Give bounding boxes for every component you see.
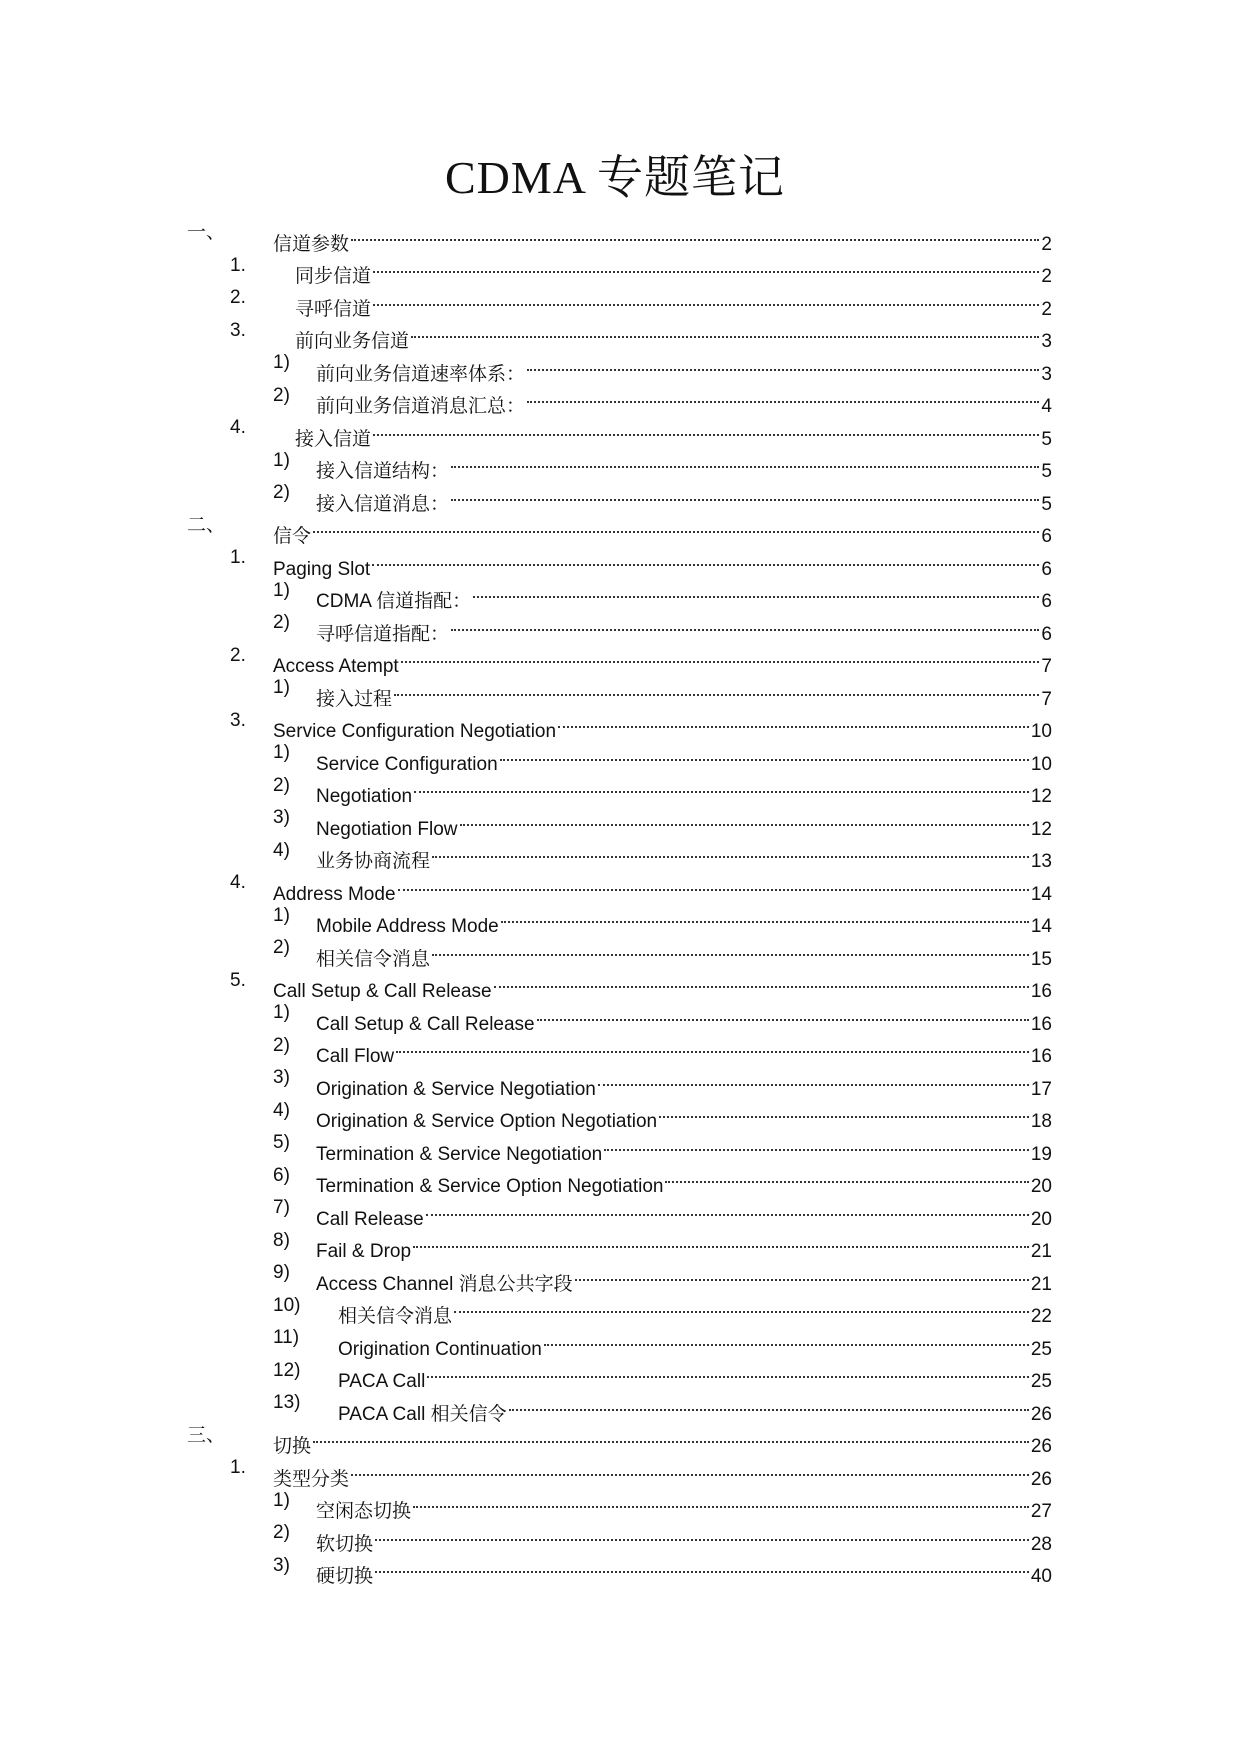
toc-entry-number: 13) — [273, 1392, 301, 1413]
toc-entry-body — [316, 770, 1052, 807]
toc-entry-page-number: 15 — [1030, 948, 1052, 970]
toc-dot-leader — [413, 1485, 1029, 1518]
toc-entry-body — [316, 1192, 1052, 1230]
toc-entry[interactable] — [0, 802, 1241, 840]
toc-entry-number: 8) — [273, 1229, 290, 1251]
toc-entry-title: 前向业务信道 — [295, 331, 410, 352]
toc-entry-title: PACA Call — [338, 1371, 426, 1392]
toc-entry[interactable] — [0, 1517, 1241, 1555]
toc-entry-title: CDMA 信道指配： — [316, 591, 472, 612]
toc-entry-number: 2) — [273, 1522, 290, 1543]
toc-dot-leader — [313, 510, 1039, 543]
toc-entry-title: 接入信道消息： — [316, 493, 450, 515]
toc-entry-number: 4. — [230, 872, 246, 893]
toc-entry[interactable] — [0, 477, 1241, 515]
toc-entry-page-number: 3 — [1041, 363, 1052, 385]
toc-entry[interactable] — [0, 510, 1241, 547]
toc-entry-page-number: 40 — [1030, 1566, 1052, 1587]
toc-entry-number: 7) — [273, 1197, 290, 1218]
toc-dot-leader — [500, 737, 1029, 770]
toc-entry-title: Termination & Service Negotiation — [316, 1143, 603, 1165]
toc-entry-title: 同步信道 — [295, 266, 372, 287]
toc-entry-page-number: 17 — [1030, 1078, 1052, 1100]
toc-entry-title: Address Mode — [273, 883, 396, 905]
toc-entry-number: 2. — [230, 644, 246, 666]
toc-entry-body — [338, 1387, 1052, 1425]
toc-entry-page-number: 13 — [1030, 851, 1052, 872]
toc-dot-leader — [427, 1355, 1029, 1388]
toc-entry-page-number: 3 — [1041, 331, 1052, 352]
toc-entry-number: 2) — [273, 612, 290, 633]
toc-entry[interactable] — [0, 250, 1241, 287]
toc-entry-title: Mobile Address Mode — [316, 916, 499, 937]
toc-entry-body — [273, 705, 1052, 742]
toc-entry-title: 类型分类 — [273, 1468, 350, 1490]
toc-entry-body — [273, 867, 1052, 905]
toc-entry-body — [316, 1517, 1052, 1555]
toc-entry-body — [316, 672, 1052, 710]
toc-entry-number: 1) — [273, 352, 290, 373]
toc-dot-leader — [665, 1160, 1028, 1193]
toc-entry-body — [316, 1160, 1052, 1197]
toc-entry[interactable] — [0, 1127, 1241, 1165]
toc-entry-body — [295, 250, 1052, 287]
toc-entry-title: Paging Slot — [273, 558, 371, 580]
toc-entry-title: Origination & Service Negotiation — [316, 1078, 596, 1100]
toc-entry-number: 1) — [273, 742, 290, 763]
toc-entry-body — [338, 1355, 1052, 1392]
toc-entry-body — [316, 445, 1052, 482]
toc-entry-body — [316, 1030, 1052, 1067]
toc-entry-number: 4) — [273, 1099, 290, 1121]
toc-entry-body — [316, 1257, 1052, 1295]
toc-entry[interactable] — [0, 1485, 1241, 1522]
toc-entry-page-number: 27 — [1030, 1501, 1052, 1522]
toc-entry-body — [316, 1485, 1052, 1522]
toc-entry-number: 1) — [273, 449, 290, 471]
toc-entry-body — [273, 542, 1052, 580]
toc-entry-title: Call Release — [316, 1208, 424, 1230]
toc-entry[interactable] — [0, 932, 1241, 970]
toc-entry-title: 接入信道 — [295, 428, 372, 450]
toc-entry-title: 空闲态切换 — [316, 1501, 412, 1522]
toc-entry-title: 信道参数 — [273, 233, 350, 255]
toc-entry-page-number: 6 — [1041, 526, 1052, 547]
toc-entry-body — [273, 1452, 1052, 1490]
toc-entry-page-number: 6 — [1041, 558, 1052, 580]
toc-entry-title: Negotiation Flow — [316, 818, 458, 840]
toc-dot-leader — [398, 867, 1029, 900]
toc-dot-leader — [373, 282, 1039, 315]
toc-entry-title: Negotiation — [316, 786, 413, 807]
toc-entry-page-number: 5 — [1041, 461, 1052, 482]
toc-entry-number: 3) — [273, 807, 290, 828]
toc-entry[interactable] — [0, 607, 1241, 645]
toc-entry-body — [316, 1095, 1052, 1132]
toc-entry[interactable] — [0, 1387, 1241, 1425]
toc-entry-title: Fail & Drop — [316, 1241, 412, 1262]
toc-entry-page-number: 28 — [1030, 1533, 1052, 1555]
toc-entry-title: Origination Continuation — [338, 1338, 542, 1360]
toc-entry-title: Access Atempt — [273, 656, 399, 677]
toc-entry-body — [316, 477, 1052, 515]
toc-entry-body — [316, 737, 1052, 775]
toc-entry[interactable] — [0, 1550, 1241, 1587]
toc-entry-page-number: 6 — [1041, 591, 1052, 612]
toc-entry-number: 一、 — [187, 222, 226, 243]
toc-entry-number: 2) — [273, 384, 290, 406]
toc-entry-page-number: 25 — [1030, 1338, 1052, 1360]
toc-dot-leader — [501, 900, 1029, 933]
toc-entry[interactable] — [0, 1257, 1241, 1295]
toc-entry[interactable] — [0, 1290, 1241, 1327]
toc-dot-leader — [509, 1387, 1029, 1420]
toc-entry-number: 6) — [273, 1164, 290, 1186]
toc-entry-body — [316, 380, 1052, 417]
toc-entry[interactable] — [0, 1062, 1241, 1100]
toc-entry-body — [316, 835, 1052, 872]
toc-entry-title: Termination & Service Option Negotiation — [316, 1176, 664, 1197]
toc-dot-leader — [396, 1030, 1029, 1063]
toc-entry-title: Access Channel 消息公共字段 — [316, 1273, 573, 1295]
toc-entry-body — [316, 802, 1052, 840]
toc-entry[interactable] — [0, 1160, 1241, 1197]
toc-entry-page-number: 5 — [1041, 493, 1052, 515]
toc-entry-body — [316, 1062, 1052, 1100]
toc-entry[interactable] — [0, 542, 1241, 580]
toc-dot-leader — [537, 997, 1029, 1030]
toc-dot-leader — [659, 1095, 1029, 1128]
toc-entry-number: 3. — [230, 709, 246, 731]
toc-dot-leader — [527, 347, 1039, 380]
toc-entry-body — [316, 932, 1052, 970]
toc-entry-body — [295, 315, 1052, 352]
toc-entry-title: Service Configuration Negotiation — [273, 721, 557, 742]
toc-entry-number: 2) — [273, 482, 290, 503]
toc-dot-leader — [351, 1452, 1029, 1485]
toc-entry[interactable] — [0, 1420, 1241, 1457]
toc-entry[interactable] — [0, 1322, 1241, 1360]
toc-entry-number: 3. — [230, 319, 246, 341]
toc-entry-title: Service Configuration — [316, 753, 498, 775]
toc-dot-leader — [373, 412, 1039, 445]
toc-entry-body — [338, 1322, 1052, 1360]
toc-entry-title: 软切换 — [316, 1533, 374, 1555]
toc-dot-leader — [351, 217, 1039, 250]
toc-entry-body — [316, 997, 1052, 1035]
toc-entry-title: 接入过程 — [316, 688, 393, 710]
toc-entry-page-number: 20 — [1030, 1176, 1052, 1197]
toc-dot-leader — [401, 640, 1040, 673]
toc-entry-page-number: 2 — [1041, 266, 1052, 287]
toc-entry[interactable] — [0, 672, 1241, 710]
toc-entry-number: 2) — [273, 774, 290, 796]
toc-entry-page-number: 6 — [1041, 623, 1052, 645]
toc-entry-body — [273, 217, 1052, 255]
toc-entry-number: 11) — [273, 1327, 300, 1348]
toc-entry-body — [273, 510, 1052, 547]
toc-entry[interactable] — [0, 315, 1241, 352]
toc-entry-title: Call Setup & Call Release — [316, 1013, 535, 1035]
toc-entry-body — [316, 900, 1052, 937]
toc-entry-number: 4) — [273, 839, 290, 861]
toc-dot-leader — [373, 250, 1039, 283]
toc-entry-body — [316, 607, 1052, 645]
toc-entry-body — [273, 1420, 1052, 1457]
toc-entry-title: Call Setup & Call Release — [273, 981, 492, 1002]
toc-entry-body — [295, 412, 1052, 450]
toc-dot-leader — [454, 1290, 1029, 1323]
toc-entry-number: 10) — [273, 1294, 301, 1316]
toc-entry-body — [316, 1127, 1052, 1165]
toc-dot-leader — [460, 802, 1029, 835]
toc-entry-number: 1. — [230, 254, 246, 276]
toc-entry-number: 1) — [273, 904, 290, 926]
toc-dot-leader — [432, 835, 1029, 868]
toc-entry-page-number: 26 — [1030, 1436, 1052, 1457]
toc-entry-page-number: 7 — [1041, 656, 1052, 677]
toc-entry-page-number: 2 — [1041, 298, 1052, 320]
toc-entry-page-number: 21 — [1030, 1241, 1052, 1262]
toc-entry-number: 2. — [230, 287, 246, 308]
toc-entry-title: Origination & Service Option Negotiation — [316, 1111, 658, 1132]
toc-dot-leader — [411, 315, 1039, 348]
toc-entry[interactable] — [0, 1095, 1241, 1132]
toc-dot-leader — [527, 380, 1039, 413]
toc-entry[interactable] — [0, 835, 1241, 872]
toc-entry-title: 寻呼信道 — [295, 298, 372, 320]
toc-dot-leader — [451, 445, 1039, 478]
toc-entry-number: 三、 — [187, 1424, 226, 1446]
toc-entry[interactable] — [0, 412, 1241, 450]
toc-entry-title: 接入信道结构： — [316, 461, 450, 482]
toc-entry-body — [316, 1550, 1052, 1587]
toc-entry-body — [316, 1225, 1052, 1262]
toc-entry-body — [316, 347, 1052, 385]
toc-entry-number: 9) — [273, 1262, 290, 1283]
toc-dot-leader — [544, 1322, 1029, 1355]
toc-entry-page-number: 4 — [1041, 396, 1052, 417]
toc-entry-title: 寻呼信道指配： — [316, 623, 450, 645]
toc-entry-page-number: 20 — [1030, 1208, 1052, 1230]
toc-entry[interactable] — [0, 1225, 1241, 1262]
toc-entry-number: 2) — [273, 1034, 290, 1056]
toc-entry-body — [316, 575, 1052, 612]
table-of-contents — [0, 217, 1241, 1587]
toc-dot-leader — [451, 607, 1039, 640]
toc-dot-leader — [414, 770, 1029, 803]
toc-entry-title: 相关信令消息 — [316, 948, 431, 970]
toc-entry-number: 1) — [273, 579, 290, 601]
toc-entry-title: PACA Call 相关信令 — [338, 1403, 507, 1425]
toc-dot-leader — [473, 575, 1039, 608]
toc-entry[interactable] — [0, 965, 1241, 1002]
toc-dot-leader — [313, 1420, 1029, 1453]
toc-entry-number: 3) — [273, 1554, 290, 1576]
toc-entry-title: 信令 — [273, 526, 312, 547]
toc-entry-number: 1) — [273, 1002, 290, 1023]
toc-dot-leader — [375, 1517, 1029, 1550]
toc-entry-body — [338, 1290, 1052, 1327]
toc-entry-number: 12) — [273, 1359, 301, 1381]
toc-dot-leader — [575, 1257, 1029, 1290]
toc-entry-page-number: 16 — [1030, 1046, 1052, 1067]
toc-entry[interactable] — [0, 770, 1241, 807]
toc-dot-leader — [394, 672, 1039, 705]
toc-entry-page-number: 10 — [1030, 721, 1052, 742]
toc-entry-title: 硬切换 — [316, 1566, 374, 1587]
toc-entry[interactable] — [0, 347, 1241, 385]
toc-entry[interactable] — [0, 445, 1241, 482]
toc-entry-page-number: 14 — [1030, 916, 1052, 937]
toc-entry-body — [295, 282, 1052, 320]
toc-entry-body — [273, 965, 1052, 1002]
toc-entry[interactable] — [0, 867, 1241, 905]
document-title: CDMA 专题笔记 — [445, 152, 785, 203]
toc-entry[interactable] — [0, 217, 1241, 255]
toc-entry-number: 4. — [230, 417, 246, 438]
toc-entry-title: 相关信令消息 — [338, 1306, 453, 1327]
toc-entry-page-number: 18 — [1030, 1111, 1052, 1132]
toc-dot-leader — [413, 1225, 1029, 1258]
toc-dot-leader — [432, 932, 1029, 965]
toc-entry-number: 2) — [273, 937, 290, 958]
toc-entry-page-number: 25 — [1030, 1371, 1052, 1392]
toc-entry-page-number: 16 — [1030, 981, 1052, 1002]
toc-entry[interactable] — [0, 900, 1241, 937]
toc-entry-title: 前向业务信道消息汇总： — [316, 396, 526, 417]
toc-dot-leader — [372, 542, 1039, 575]
toc-entry-page-number: 10 — [1030, 753, 1052, 775]
toc-entry-page-number: 16 — [1030, 1013, 1052, 1035]
toc-entry-body — [273, 640, 1052, 677]
toc-entry-page-number: 19 — [1030, 1143, 1052, 1165]
toc-entry-page-number: 7 — [1041, 688, 1052, 710]
toc-entry-page-number: 26 — [1030, 1468, 1052, 1490]
toc-entry-title: 前向业务信道速率体系： — [316, 363, 526, 385]
toc-entry-number: 二、 — [187, 514, 226, 536]
toc-entry-number: 1. — [230, 547, 246, 568]
toc-entry-number: 1) — [273, 1489, 290, 1511]
toc-entry-title: 业务协商流程 — [316, 851, 431, 872]
toc-entry-page-number: 12 — [1030, 786, 1052, 807]
toc-dot-leader — [494, 965, 1029, 998]
toc-entry-number: 3) — [273, 1067, 290, 1088]
toc-dot-leader — [426, 1192, 1029, 1225]
toc-entry[interactable] — [0, 1452, 1241, 1490]
toc-entry-page-number: 14 — [1030, 883, 1052, 905]
toc-entry-page-number: 22 — [1030, 1306, 1052, 1327]
toc-entry[interactable] — [0, 282, 1241, 320]
toc-dot-leader — [558, 705, 1029, 738]
toc-entry-number: 5. — [230, 969, 246, 991]
toc-entry[interactable] — [0, 1030, 1241, 1067]
toc-dot-leader — [598, 1062, 1029, 1095]
toc-entry-page-number: 2 — [1041, 233, 1052, 255]
toc-entry-page-number: 5 — [1041, 428, 1052, 450]
toc-entry[interactable] — [0, 1355, 1241, 1392]
toc-entry[interactable] — [0, 997, 1241, 1035]
toc-entry[interactable] — [0, 640, 1241, 677]
toc-entry-title: 切换 — [273, 1436, 312, 1457]
toc-entry-number: 5) — [273, 1132, 290, 1153]
toc-dot-leader — [604, 1127, 1029, 1160]
toc-dot-leader — [451, 477, 1039, 510]
toc-entry-number: 1. — [230, 1457, 246, 1478]
toc-entry-page-number: 26 — [1030, 1403, 1052, 1425]
toc-entry-number: 1) — [273, 677, 290, 698]
toc-entry[interactable] — [0, 737, 1241, 775]
toc-entry[interactable] — [0, 1192, 1241, 1230]
toc-entry[interactable] — [0, 575, 1241, 612]
toc-entry-page-number: 12 — [1030, 818, 1052, 840]
toc-entry-page-number: 21 — [1030, 1273, 1052, 1295]
toc-entry[interactable] — [0, 705, 1241, 742]
toc-entry[interactable] — [0, 380, 1241, 417]
toc-dot-leader — [375, 1550, 1029, 1583]
toc-entry-title: Call Flow — [316, 1046, 395, 1067]
